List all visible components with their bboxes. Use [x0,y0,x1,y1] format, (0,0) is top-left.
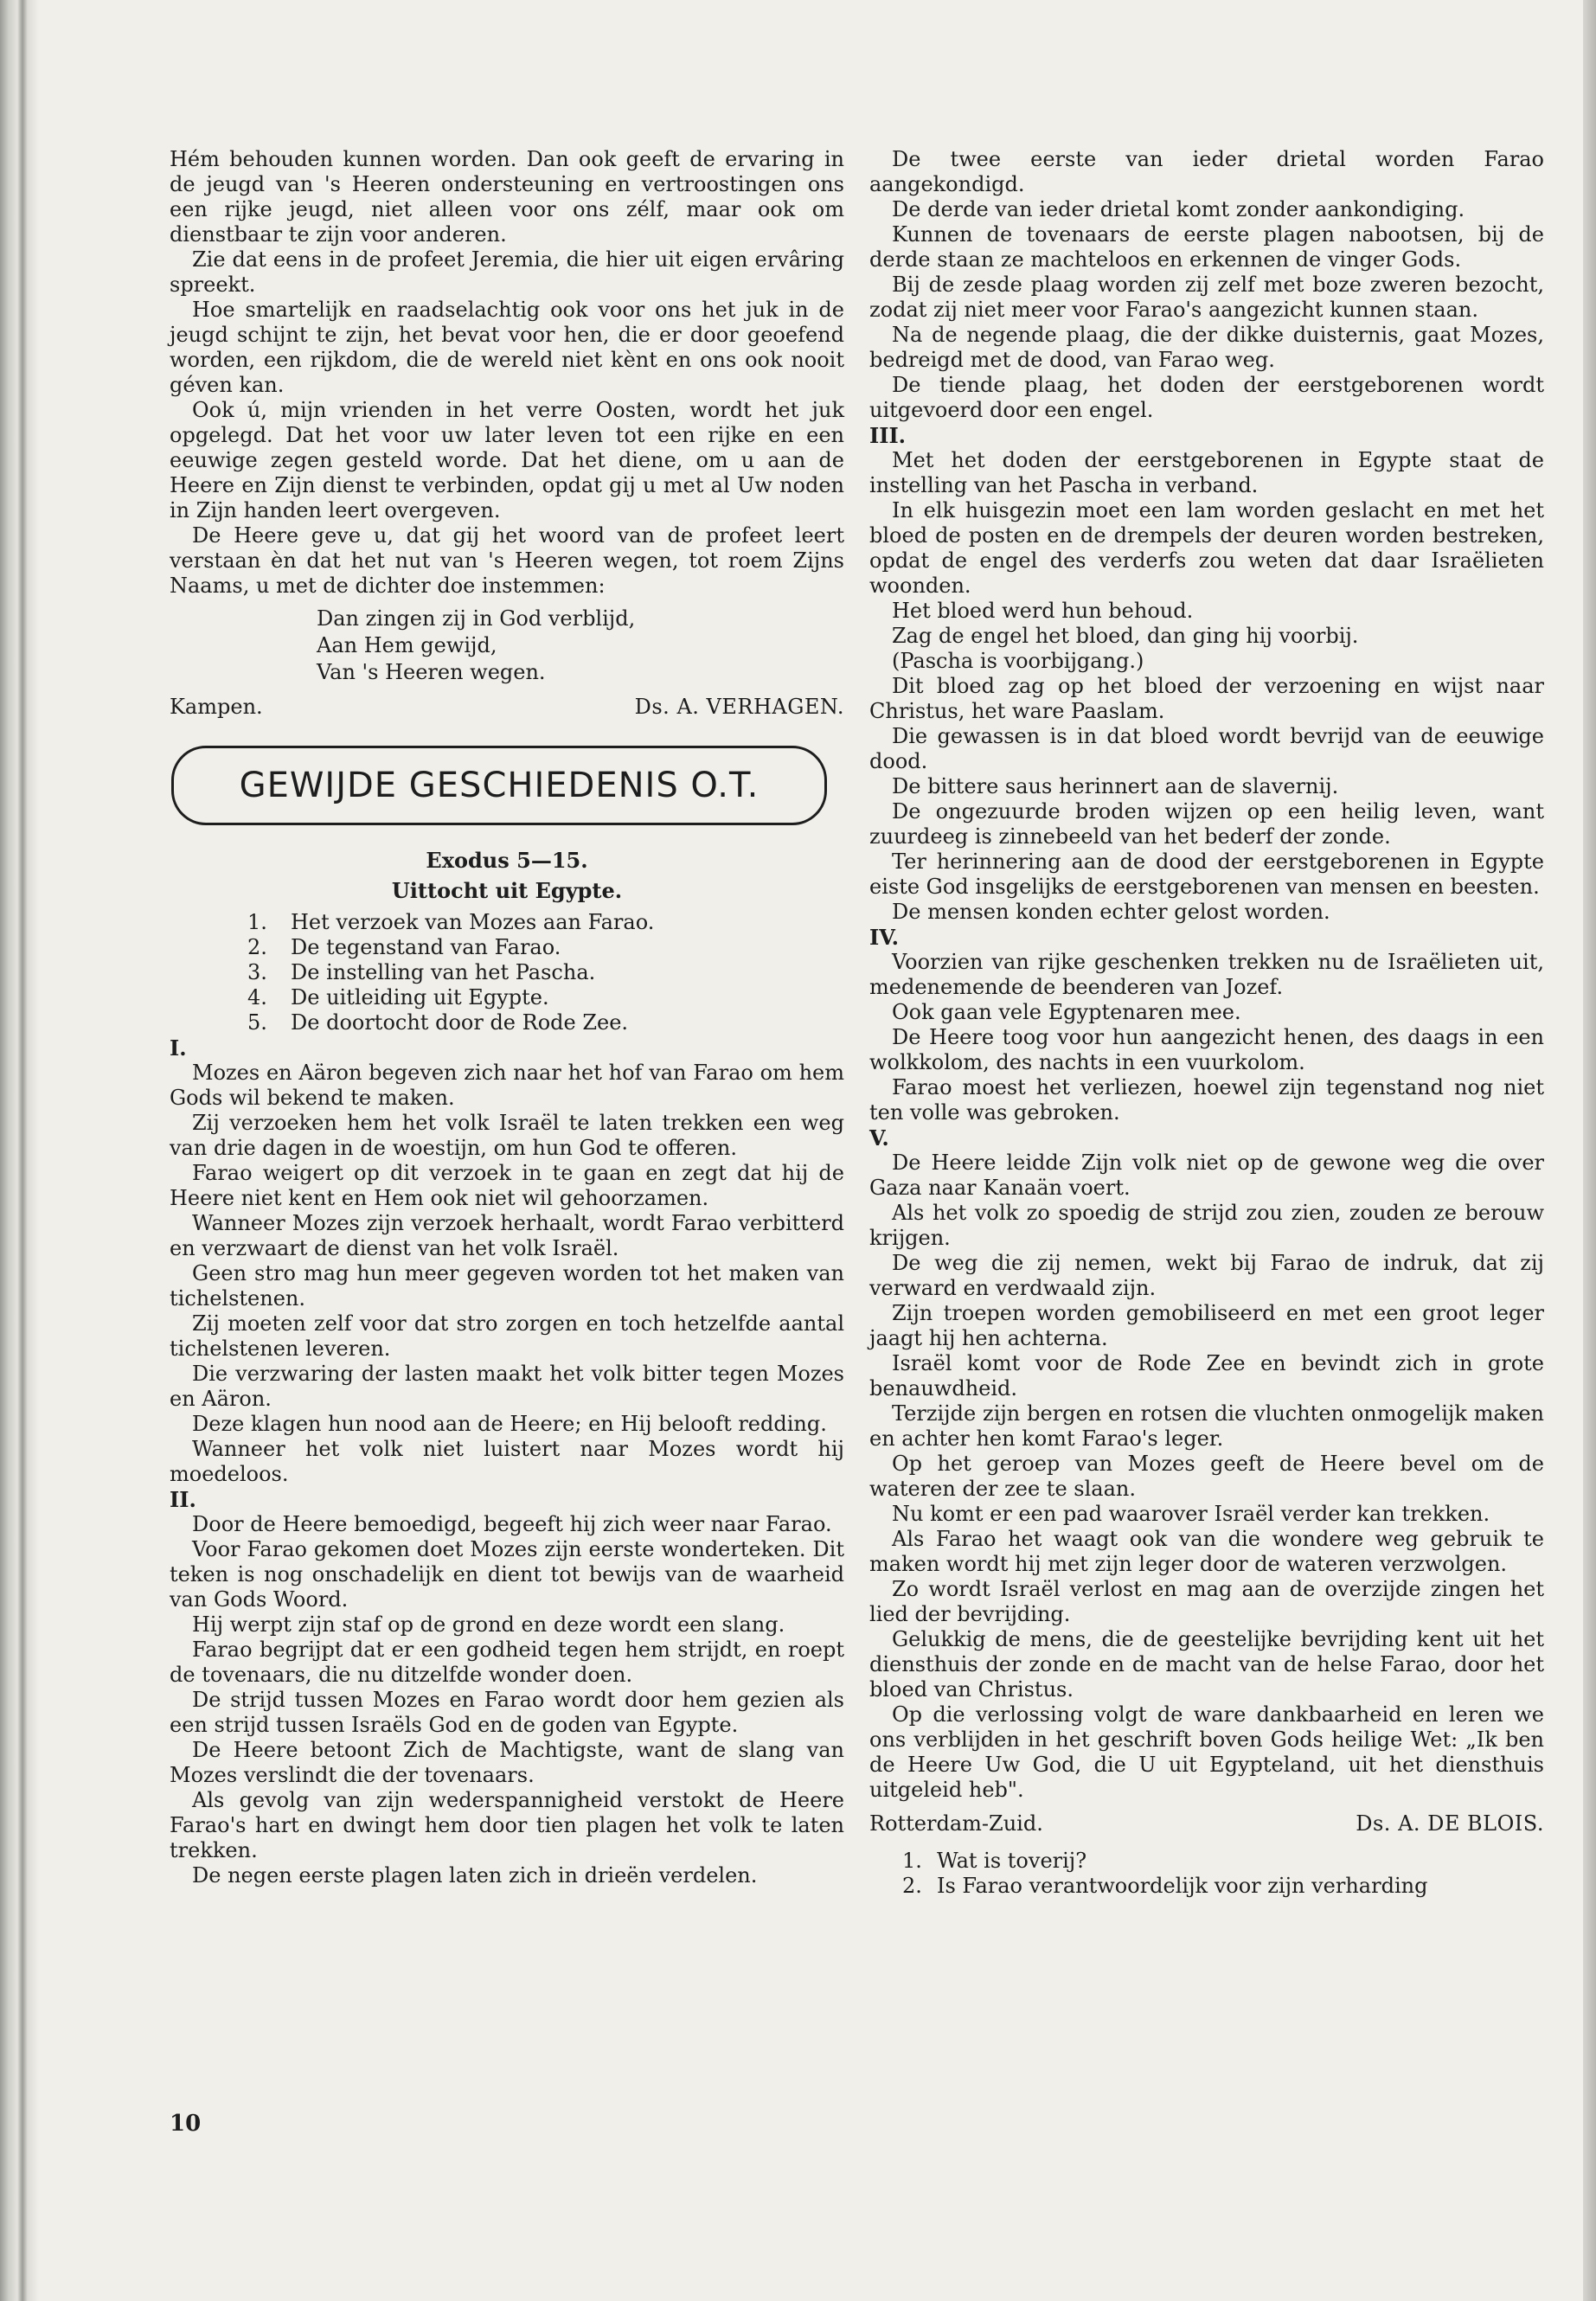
paragraph: Hém behouden kunnen worden. Dan ook geeft de ervaring in de jeugd van 's Heeren ondersteuning en vertroostingen ons een rijke jeugd, niet alleen voor ons zélf, maar ook om dienstbaar te zijn voor anderen. [170,147,844,247]
paragraph: De Heere geve u, dat gij het woord van de profeet leert verstaan èn dat het nut van 's Heeren wegen, tot roem Zijns Naams, u met de dichter doe instemmen: [170,523,844,598]
paragraph: Die gewassen is in dat bloed wordt bevrijd van de eeuwige dood. [869,724,1544,773]
paragraph: De strijd tussen Mozes en Farao wordt door hem gezien als een strijd tussen Israëls God en de goden van Egypte. [170,1688,844,1737]
signoff-place: Kampen. [170,695,263,719]
paragraph: De mensen konden echter gelost worden. [892,900,1330,924]
right-column [869,147,1544,1899]
poem-line: Dan zingen zij in God verblijd, [317,606,636,631]
paragraph: De bittere saus herinnert aan de slavernij. [892,774,1339,798]
paragraph: Israël komt voor de Rode Zee en bevindt zich in grote benauwdheid. [869,1351,1544,1400]
paragraph: Farao moest het verliezen, hoewel zijn tegenstand nog niet ten volle was gebroken. [869,1075,1544,1125]
paragraph: Op het geroep van Mozes geeft de Heere bevel om de wateren der zee te slaan. [869,1452,1544,1501]
list-item [247,1010,844,1035]
paragraph: Terzijde zijn bergen en rotsen die vluchten onmogelijk maken en achter hen komt Farao's leger. [869,1401,1544,1451]
paragraph: De negen eerste plagen laten zich in drieën verdelen. [192,1863,758,1888]
paragraph: Door de Heere bemoedigd, begeeft hij zich weer naar Farao. [192,1512,832,1536]
list-text: De uitleiding uit Egypte. [291,985,549,1009]
list-number: 2. [247,935,267,959]
signoff-author: Ds. A. DE BLOIS. [1356,1811,1544,1836]
signoff-place: Rotterdam-Zuid. [869,1811,1043,1836]
paragraph: Hoe smartelijk en raadselachtig ook voor ons het juk in de jeugd schijnt te zijn, het bevat voor hen, die er door geoefend worden, een rijkdom, die de wereld niet kènt en ons ook nooit géven kan. [170,298,844,397]
signoff-author: Ds. A. VERHAGEN. [634,695,844,719]
lesson-title: Uittocht uit Egypte. [391,878,623,903]
paragraph: De tiende plaag, het doden der eerstgeborenen wordt uitgevoerd door een engel. [869,373,1544,422]
list-text: De doortocht door de Rode Zee. [291,1010,629,1035]
question-text: Wat is toverij? [937,1849,1087,1873]
list-text: De tegenstand van Farao. [291,935,561,959]
paragraph: Kunnen de tovenaars de eerste plagen nabootsen, bij de derde staan ze machteloos en erkennen de vinger Gods. [869,222,1544,272]
paragraph: De Heere leidde Zijn volk niet op de gewone weg die over Gaza naar Kanaän voert. [869,1150,1544,1200]
page-edge-shadow [1583,0,1596,2301]
paragraph: Deze klagen hun nood aan de Heere; en Hij belooft redding. [192,1412,827,1436]
list-item [247,960,844,985]
list-item [247,935,844,960]
paragraph: De Heere toog voor hun aangezicht henen, des daags in een wolkkolom, des nachts in een vuurkolom. [869,1025,1544,1074]
section-label: V. [869,1125,889,1150]
paragraph: In elk huisgezin moet een lam worden geslacht en met het bloed de posten en de drempels der deuren worden bestreken, opdat de engel des verderfs zou weten dat daar Israëlieten woonden. [869,498,1544,598]
paragraph: Farao weigert op dit verzoek in te gaan en zegt dat hij de Heere niet kent en Hem ook niet wil gehoorzamen. [170,1161,844,1210]
paragraph: Hij werpt zijn staf op de grond en deze wordt een slang. [192,1612,785,1637]
list-text: De instelling van het Pascha. [291,960,596,984]
poem-line: Van 's Heeren wegen. [317,660,546,684]
section-label: IV. [869,925,900,950]
section-banner [171,746,827,825]
poem [317,606,844,686]
question-list [902,1849,1544,1899]
list-item [247,985,844,1010]
list-text: Het verzoek van Mozes aan Farao. [291,910,655,934]
paragraph: Zij verzoeken hem het volk Israël te laten trekken een weg van drie dagen in de woestijn, om hun God te offeren. [170,1111,844,1160]
paragraph: Zo wordt Israël verlost en mag aan de overzijde zingen het lied der bevrijding. [869,1577,1544,1626]
signoff [869,1811,1544,1836]
paragraph: Zijn troepen worden gemobiliseerd en met een groot leger jaagt hij hen achterna. [869,1301,1544,1350]
paragraph: Wanneer Mozes zijn verzoek herhaalt, wordt Farao verbitterd en verzwaart de dienst van het volk Israël. [170,1211,844,1260]
question-number: 1. [902,1849,922,1873]
paragraph: Zag de engel het bloed, dan ging hij voorbij. [892,624,1359,648]
paragraph: Mozes en Aäron begeven zich naar het hof van Farao om hem Gods wil bekend te maken. [170,1061,844,1110]
paragraph: De ongezuurde broden wijzen op een heilig leven, want zuurdeeg is zinnebeeld van het bederf der zonde. [869,799,1544,849]
paragraph: Met het doden der eerstgeborenen in Egypte staat de instelling van het Pascha in verband. [869,448,1544,497]
list-number: 3. [247,960,267,984]
paragraph: Ter herinnering aan de dood der eerstgeborenen in Egypte eiste God insgelijks de eerstgeborenen van mensen en beesten. [869,849,1544,899]
left-column [170,147,844,1888]
question-item [902,1849,1544,1874]
page-number: 10 [170,2111,202,2137]
paragraph: Zij moeten zelf voor dat stro zorgen en toch hetzelfde aantal tichelstenen leveren. [170,1311,844,1361]
question-text: Is Farao verantwoordelijk voor zijn verharding [937,1874,1428,1898]
paragraph: Bij de zesde plaag worden zij zelf met boze zweren bezocht, zodat zij niet meer voor Farao's aangezicht kunnen staan. [869,272,1544,322]
paragraph: De twee eerste van ieder drietal worden Farao aangekondigd. [869,147,1544,196]
paragraph: Voorzien van rijke geschenken trekken nu de Israëlieten uit, medenemende de beenderen van Jozef. [869,950,1544,999]
paragraph: Het bloed werd hun behoud. [892,599,1194,623]
scripture-reference: Exodus 5—15. [426,848,588,873]
book-binding-edge [0,0,39,2301]
list-number: 5. [247,1010,267,1035]
question-number: 2. [902,1874,922,1898]
paragraph: (Pascha is voorbijgang.) [892,649,1144,673]
paragraph: Voor Farao gekomen doet Mozes zijn eerste wonderteken. Dit teken is nog onschadelijk en dient tot bewijs van de waarheid van Gods Woord. [170,1537,844,1612]
paragraph: De weg die zij nemen, wekt bij Farao de indruk, dat zij verward en verdwaald zijn. [869,1251,1544,1300]
paragraph: Ook gaan vele Egyptenaren mee. [892,1000,1241,1024]
paragraph: Die verzwaring der lasten maakt het volk bitter tegen Mozes en Aäron. [170,1362,844,1411]
list-number: 4. [247,985,267,1009]
section-label: I. [170,1035,187,1061]
list-item [247,910,844,935]
paragraph: Als Farao het waagt ook van die wondere weg gebruik te maken wordt hij met zijn leger door de wateren verzwolgen. [869,1527,1544,1576]
paragraph: Geen stro mag hun meer gegeven worden tot het maken van tichelstenen. [170,1261,844,1311]
list-number: 1. [247,910,267,934]
banner-title: GEWIJDE GESCHIEDENIS O.T. [239,765,760,805]
paragraph: De derde van ieder drietal komt zonder aankondiging. [892,197,1465,221]
section-label: II. [170,1487,196,1512]
poem-line: Aan Hem gewijd, [317,633,497,657]
paragraph: Nu komt er een pad waarover Israël verder kan trekken. [892,1502,1490,1526]
paragraph: Farao begrijpt dat er een godheid tegen hem strijdt, en roept de tovenaars, die nu ditzelfde wonder doen. [170,1638,844,1687]
paragraph: Zie dat eens in de profeet Jeremia, die hier uit eigen ervâring spreekt. [170,247,844,297]
paragraph: Op die verlossing volgt de ware dankbaarheid en leren we ons verblijden in het geschrift boven Gods heilige Wet: „Ik ben de Heere Uw God, die U uit Egypteland, uit het diensthuis uitgeleid heb". [869,1702,1544,1802]
paragraph: De Heere betoont Zich de Machtigste, want de slang van Mozes verslindt die der tovenaars. [170,1738,844,1787]
question-item [902,1874,1544,1899]
paragraph: Ook ú, mijn vrienden in het verre Oosten, wordt het juk opgelegd. Dat het voor uw later leven tot een rijke en een eeuwige zegen gesteld worde. Dat het diene, om u aan de Heere en Zijn dienst te verbinden, opdat gij u met al Uw noden in Zijn handen leert overgeven. [170,398,844,522]
paragraph: Gelukkig de mens, die de geestelijke bevrijding kent uit het diensthuis der zonde en de macht van de helse Farao, door het bloed van Christus. [869,1627,1544,1702]
paragraph: Na de negende plaag, die der dikke duisternis, gaat Mozes, bedreigd met de dood, van Farao weg. [869,323,1544,372]
paragraph: Als het volk zo spoedig de strijd zou zien, zouden ze berouw krijgen. [869,1201,1544,1250]
paragraph: Dit bloed zag op het bloed der verzoening en wijst naar Christus, het ware Paaslam. [869,674,1544,723]
section-label: III. [869,423,907,448]
paragraph: Wanneer het volk niet luistert naar Mozes wordt hij moedeloos. [170,1437,844,1486]
paragraph: Als gevolg van zijn wederspannigheid verstokt de Heere Farao's hart en dwingt hem door tien plagen het volk te laten trekken. [170,1788,844,1862]
outline-list [247,910,844,1035]
signoff [170,695,844,720]
